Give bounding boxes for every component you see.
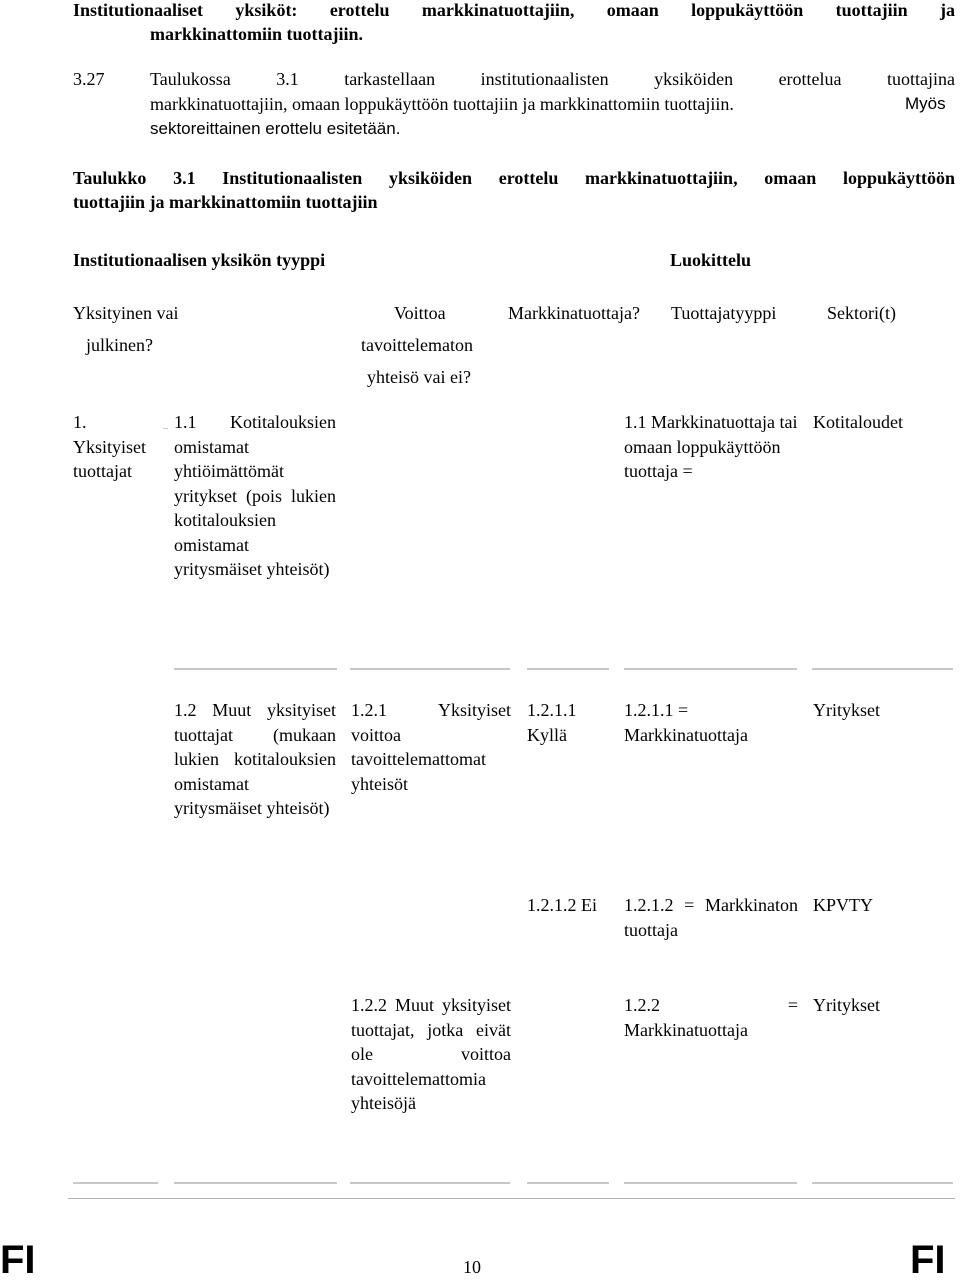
table-bottom-rule [527, 1182, 609, 1184]
intro-heading-line-2: markkinattomiin tuottajiin. [150, 24, 364, 44]
row1-category: 1. Yksityiset tuottajat [73, 412, 147, 481]
row1-sector: Kotitaloudet [813, 412, 903, 432]
table-caption-line-2: tuottajiin ja markkinattomiin tuottajiin [73, 192, 378, 212]
row-divider [350, 668, 510, 670]
table-bottom-rule [73, 1182, 158, 1184]
row1-unit: 1.1 Kotitalouksien omistamat yhtiöimättömät yritykset (pois lukien kotitalouksien omistamat yritysmäiset yhteisöt) [174, 412, 336, 579]
paragraph-line-2: markkinatuottajiin, omaan loppukäyttöön tuottajiin ja markkinattomiin tuottajiin. [150, 94, 734, 114]
col-header-sectors: Sektori(t) [827, 303, 896, 323]
row3-nonprofit: 1.2.2 Muut yksityiset tuottajat, jotka eivät ole voittoa tavoittelemattomia yhteisöjä [351, 995, 511, 1113]
row2-producer-type-no: 1.2.1.2 = Markkinaton tuottaja [624, 895, 798, 940]
col-header-private-public-2: julkinen? [86, 335, 153, 355]
table-bottom-rule [624, 1182, 797, 1184]
paragraph-line-2-tail: Myös [905, 94, 946, 113]
paragraph-line-1: Taulukossa 3.1 tarkastellaan institutionaalisten yksiköiden erottelua tuottajina [150, 69, 955, 89]
col-header-market-producer: Markkinatuottaja? [508, 303, 640, 323]
col-header-nonprofit-1: Voittoa [394, 303, 446, 323]
footer-rule [68, 1198, 955, 1199]
table-bottom-rule [174, 1182, 337, 1184]
page-number: 10 [463, 1257, 481, 1277]
row-divider [527, 668, 609, 670]
section-number: 3.27 [73, 69, 105, 89]
row-divider [174, 668, 337, 670]
paragraph-line-3: sektoreittainen erottelu esitetään. [150, 119, 401, 138]
group-header-classification: Luokittelu [670, 250, 752, 270]
row3-producer-type: 1.2.2 = Markkinatuottaja [624, 995, 798, 1040]
row2-nonprofit: 1.2.1 Yksityiset voittoa tavoittelemattomat yhteisöt [351, 700, 511, 794]
table-caption-line-1: Taulukko 3.1 Institutionaalisten yksiköiden erottelu markkinatuottajiin, omaan loppukäyttöön [73, 168, 955, 188]
row2-market-no: 1.2.1.2 Ei [527, 895, 597, 915]
row2-unit: 1.2 Muut yksityiset tuottajat (mukaan lukien kotitalouksien omistamat yritysmäiset yhteisöt) [174, 700, 336, 818]
row-divider [624, 668, 797, 670]
col-header-nonprofit-2: tavoittelematon [361, 335, 473, 355]
intro-heading-line-1: Institutionaaliset yksiköt: erottelu markkinatuottajiin, omaan loppukäyttöön tuottajiin ja [73, 0, 955, 20]
footer-language-left: FI [0, 1238, 36, 1282]
row1-marker [163, 428, 168, 429]
col-header-producer-type: Tuottajatyyppi [671, 303, 777, 323]
table-bottom-rule [812, 1182, 953, 1184]
row3-sector: Yritykset [813, 995, 880, 1015]
table-bottom-rule [350, 1182, 510, 1184]
row1-producer-type: 1.1 Markkinatuottaja tai omaan loppukäyttöön tuottaja = [624, 412, 798, 481]
footer-language-right: FI [910, 1238, 946, 1282]
group-header-unit-type: Institutionaalisen yksikön tyyppi [73, 250, 326, 270]
row2-sector-yes: Yritykset [813, 700, 880, 720]
col-header-nonprofit-3: yhteisö vai ei? [367, 367, 471, 387]
row2-market-yes: 1.2.1.1 Kyllä [527, 700, 577, 745]
row-divider [812, 668, 953, 670]
row2-sector-no: KPVTY [813, 895, 874, 915]
col-header-private-public-1: Yksityinen vai [73, 303, 179, 323]
row2-producer-type-yes: 1.2.1.1 = Markkinatuottaja [624, 700, 748, 745]
